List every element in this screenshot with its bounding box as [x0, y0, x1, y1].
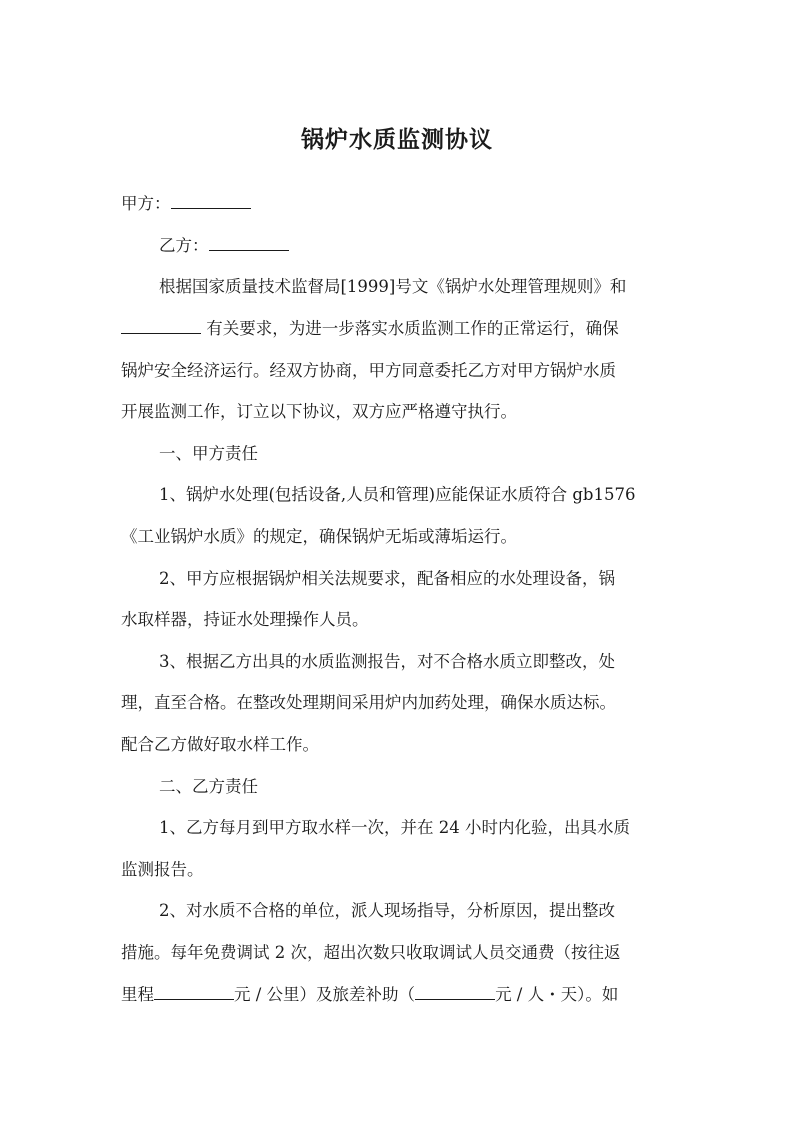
intro-line-2: [121, 318, 619, 340]
mileage-unit-text: 元 / 公里）及旅差补助（: [234, 985, 416, 1004]
party-b-label: 乙方：: [159, 236, 209, 255]
party-a-line: [121, 193, 251, 215]
section-1-item-3-line-2: 理，直至合格。在整改处理期间采用炉内加药处理，确保水质达标。: [121, 693, 616, 712]
party-b-line: [159, 235, 289, 257]
regulation-blank: [121, 318, 201, 334]
section-1-item-3-line-3: 配合乙方做好取水样工作。: [121, 735, 319, 754]
party-a-label: 甲方：: [121, 194, 171, 213]
section-2-item-2-line-1: 2、对水质不合格的单位，派人现场指导，分析原因，提出整改: [159, 901, 615, 920]
document-title: 锅炉水质监测协议: [301, 126, 493, 153]
intro-line-2-text: 有关要求，为进一步落实水质监测工作的正常运行，确保: [206, 319, 619, 338]
intro-line-1: 根据国家质量技术监督局[1999]号文《锅炉水处理管理规则》和: [159, 277, 627, 296]
party-a-blank: [171, 193, 251, 209]
party-b-blank: [209, 235, 289, 251]
mileage-rate-blank: [154, 984, 234, 1000]
section-1-item-2-line-2: 水取样器，持证水处理操作人员。: [121, 610, 369, 629]
travel-allowance-blank: [415, 984, 495, 1000]
section-1-heading: 一、甲方责任: [159, 444, 258, 463]
section-2-item-2-line-3: [121, 984, 618, 1006]
section-1-item-1-line-1: 1、锅炉水处理(包括设备,人员和管理)应能保证水质符合 gb1576: [159, 485, 636, 504]
section-1-item-2-line-1: 2、甲方应根据锅炉相关法规要求，配备相应的水处理设备，锅: [159, 569, 615, 588]
section-1-item-1-line-2: 《工业锅炉水质》的规定，确保锅炉无垢或薄垢运行。: [121, 527, 517, 546]
allowance-unit-text: 元 / 人・天）。如: [495, 985, 619, 1004]
section-2-item-1-line-2: 监测报告。: [121, 860, 204, 879]
section-1-item-3-line-1: 3、根据乙方出具的水质监测报告，对不合格水质立即整改，处: [159, 652, 615, 671]
section-2-item-1-line-1: 1、乙方每月到甲方取水样一次，并在 24 小时内化验，出具水质: [159, 818, 630, 837]
section-2-heading: 二、乙方责任: [159, 777, 258, 796]
mileage-label: 里程: [121, 985, 154, 1004]
intro-line-3: 锅炉安全经济运行。经双方协商，甲方同意委托乙方对甲方锅炉水质: [121, 361, 616, 380]
section-2-item-2-line-2: 措施。每年免费调试 2 次，超出次数只收取调试人员交通费（按往返: [121, 943, 621, 962]
intro-line-4: 开展监测工作，订立以下协议，双方应严格遵守执行。: [121, 402, 517, 421]
